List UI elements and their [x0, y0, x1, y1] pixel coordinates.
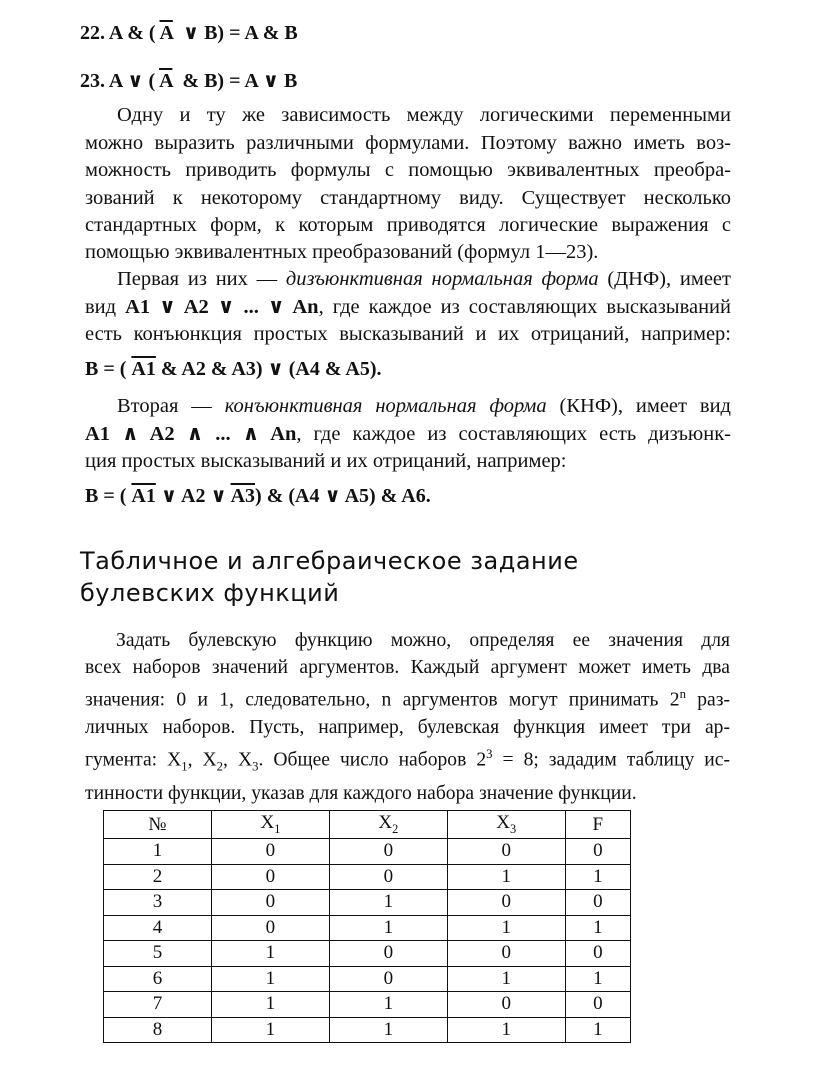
paragraph-truth-table-intro [85, 627, 730, 807]
table-header-cell: $X_3$ [447, 811, 565, 839]
table-row [104, 966, 631, 992]
text-line: гумента: $X_1$, $X_2$, $X_3$. Общее число наборов $2^3 = 8$; зададим таблицу ис- [85, 746, 730, 773]
dnf-example: B = ( A1 & A2 & A3) ∨ (A4 & A5). [85, 358, 382, 380]
table-cell: 0 [329, 941, 447, 967]
table-row [104, 915, 631, 941]
text-line: Одну и ту же зависимость между логическими переменными [117, 104, 731, 126]
table-body [104, 839, 631, 1043]
table-cell: 0 [447, 941, 565, 967]
truth-table [103, 810, 631, 1043]
text-line: стандартных форм, к которым приводятся логические выражения с [85, 214, 731, 236]
table-cell: 4 [104, 915, 212, 941]
table-cell: 1 [329, 915, 447, 941]
table-row [104, 890, 631, 916]
text-line: Первая из них — дизъюнктивная нормальная форма (ДНФ), имеет [117, 268, 731, 290]
table-cell: 1 [447, 1017, 565, 1043]
text-line: A1 ∧ A2 ∧ ... ∧ An, где каждое из составляющих есть дизъюнк- [85, 423, 731, 445]
table-cell: 0 [565, 839, 630, 865]
table-row [104, 1017, 631, 1043]
table-cell: 6 [104, 966, 212, 992]
table-cell: 1 [329, 1017, 447, 1043]
table-header-cell: № [104, 811, 212, 839]
term-knf: конъюнктивная нормальная форма [224, 395, 547, 417]
table-cell: 1 [565, 915, 630, 941]
table-row [104, 839, 631, 865]
text-line: значения: 0 и 1, следовательно, n аргументов могут принимать 2$^n$ раз- [85, 687, 730, 711]
table-cell: 1 [104, 839, 212, 865]
table-cell: 1 [447, 966, 565, 992]
text-line: можно выразить различными формулами. Поэтому важно иметь воз- [85, 132, 731, 154]
table-cell: 2 [104, 864, 212, 890]
table-cell: 1 [211, 966, 329, 992]
table-cell: 1 [211, 941, 329, 967]
knf-example: B = ( A1 ∨ A2 ∨ A3) & (A4 ∨ A5) & A6. [85, 485, 431, 507]
text-line: тинности функции, указав для каждого набора значение функции. [85, 782, 637, 804]
table-header-row [104, 811, 631, 839]
text-line: Вторая — конъюнктивная нормальная форма (КНФ), имеет вид [117, 395, 731, 417]
negated-a: $\overline{A}$ [159, 70, 173, 92]
table-cell: 0 [211, 890, 329, 916]
table-cell: 1 [211, 1017, 329, 1043]
table-row [104, 941, 631, 967]
table-cell: 1 [329, 992, 447, 1018]
negated-a: $\overline{A}$ [159, 22, 173, 44]
formula-22: 22. A & ( $\overline{A}$ ∨ B) = A & B [80, 22, 298, 44]
table-cell: 5 [104, 941, 212, 967]
table-cell: 0 [447, 839, 565, 865]
table-cell: 1 [565, 864, 630, 890]
text-line: Задать булевскую функцию можно, определяя ее значения для [116, 630, 730, 651]
table-cell: 0 [329, 864, 447, 890]
section-heading: Табличное и алгебраическое задание булевских функций [80, 547, 579, 607]
table-cell: 1 [565, 966, 630, 992]
table-cell: 3 [104, 890, 212, 916]
table-cell: 1 [447, 864, 565, 890]
text-line: зований к некоторому стандартному виду. Существует несколько [85, 187, 731, 209]
table-row [104, 864, 631, 890]
table-cell: 0 [447, 992, 565, 1018]
table-row [104, 992, 631, 1018]
table-cell: 1 [211, 992, 329, 1018]
table-cell: 1 [447, 915, 565, 941]
table-cell: 1 [329, 890, 447, 916]
table-cell: 7 [104, 992, 212, 1018]
table-header-cell: F [565, 811, 630, 839]
table-cell: 0 [211, 839, 329, 865]
text-line: ция простых высказываний и их отрицаний, например: [85, 450, 567, 472]
table-header-cell: $X_2$ [329, 811, 447, 839]
text-line: есть конъюнкция простых высказываний и их отрицаний, например: [85, 323, 731, 345]
table-cell: 0 [329, 839, 447, 865]
text-line: можность приводить формулы с помощью эквивалентных преобра- [85, 159, 731, 181]
text-line: вид A1 ∨ A2 ∨ ... ∨ An, где каждое из составляющих высказываний [85, 296, 731, 318]
table-cell: 0 [329, 966, 447, 992]
formula-23: 23. A ∨ ( $\overline{A}$ & B) = A ∨ B [80, 70, 298, 92]
text-line: личных наборов. Пусть, например, булевская функция имеет три ар- [85, 716, 730, 738]
table-cell: 0 [565, 941, 630, 967]
table-cell: 8 [104, 1017, 212, 1043]
table-cell: 0 [565, 992, 630, 1018]
table-cell: 1 [565, 1017, 630, 1043]
table-header-cell: $X_1$ [211, 811, 329, 839]
term-dnf: дизъюнктивная нормальная форма [285, 268, 599, 290]
table-cell: 0 [447, 890, 565, 916]
text-line: всех наборов значений аргументов. Каждый аргумент может иметь два [85, 657, 730, 678]
table-cell: 0 [211, 864, 329, 890]
table-cell: 0 [565, 890, 630, 916]
text-line: помощью эквивалентных преобразований (формул 1—23). [85, 241, 599, 263]
table-cell: 0 [211, 915, 329, 941]
